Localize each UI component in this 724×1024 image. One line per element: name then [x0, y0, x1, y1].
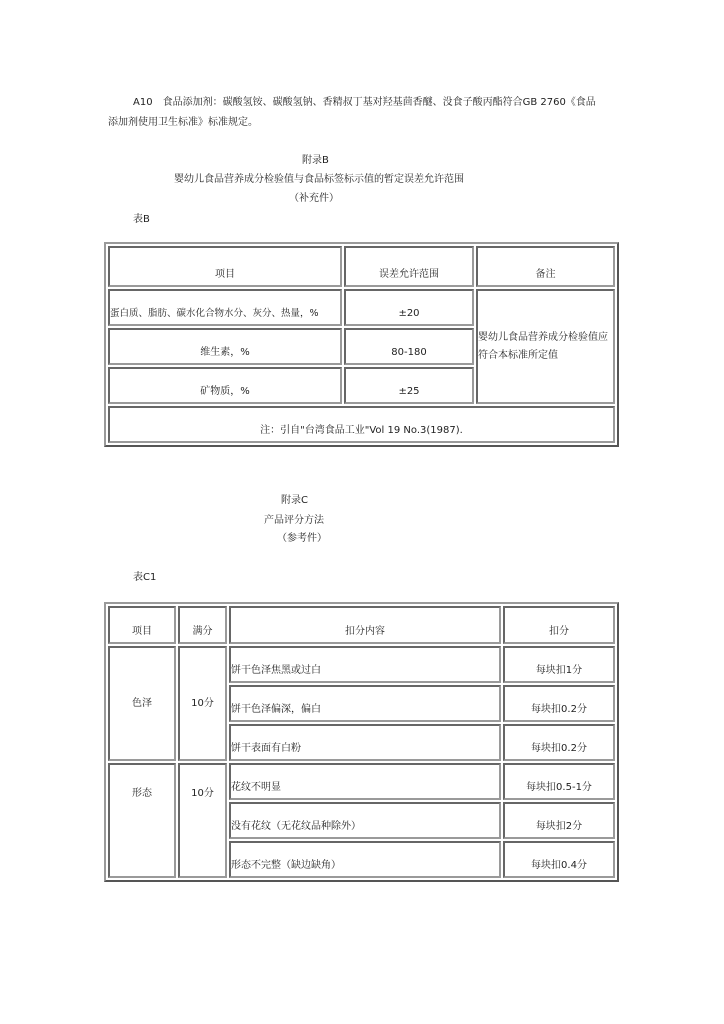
appendix-c-heading: 附录C: [281, 495, 308, 506]
table-c1-header-content: 扣分内容: [229, 606, 501, 644]
table-b-header-range: 误差允许范围: [344, 246, 474, 287]
table-c1-row-deduct: 每块扣0.4分: [503, 841, 615, 878]
table-c1-row-deduct: 每块扣0.2分: [503, 685, 615, 722]
table-b-label: 表B: [133, 214, 150, 225]
paragraph-a10-line1: A10 食品添加剂：碳酸氢铵、碳酸氢钠、香精叔丁基对羟基茴香醚、没食子酸丙酯符合GB 2760《食品: [133, 97, 596, 108]
table-b-remark-line1: 婴幼儿食品营养成分检验值应: [478, 331, 608, 343]
table-c1-group-item: 形态: [108, 763, 176, 878]
table-b-row-range: 80-180: [344, 328, 474, 365]
appendix-b-title: 婴幼儿食品营养成分检验值与食品标签标示值的暂定误差允许范围: [174, 174, 464, 185]
appendix-c-note: （参考件）: [277, 533, 327, 544]
table-c1-group-score: 10分: [178, 763, 227, 878]
table-c1-row-deduct: 每块扣1分: [503, 646, 615, 683]
table-c1-group-score: 10分: [178, 646, 227, 761]
table-c1-row-content: 饼干色泽焦黑或过白: [229, 646, 501, 683]
table-c1: [104, 602, 619, 882]
table-b-row-range: ±20: [344, 289, 474, 326]
table-c1-row-content: 饼干色泽偏深，偏白: [229, 685, 501, 722]
appendix-b-heading: 附录B: [302, 155, 329, 166]
table-b-remark-line2: 符合本标准所定值: [478, 349, 558, 361]
table-b-header-remark: 备注: [476, 246, 615, 287]
table-c1-row-content: 饼干表面有白粉: [229, 724, 501, 761]
table-c1-row-content: 没有花纹（无花纹品种除外）: [229, 802, 501, 839]
table-b-footnote: 注：引自"台湾食品工业"Vol 19 No.3(1987).: [108, 406, 615, 443]
table-b-row-range: ±25: [344, 367, 474, 404]
appendix-b-note: （补充件）: [289, 193, 339, 204]
paragraph-a10-line2: 添加剂使用卫生标准》标准规定。: [108, 117, 258, 128]
table-b-row-item: 维生素，%: [108, 328, 342, 365]
table-b-remark-cell: [476, 289, 615, 404]
table-c1-row-deduct: 每块扣0.2分: [503, 724, 615, 761]
table-c1-row-deduct: 每块扣2分: [503, 802, 615, 839]
appendix-c-title: 产品评分方法: [264, 515, 324, 526]
table-c1-group-item: 色泽: [108, 646, 176, 761]
table-b-row-item: 矿物质，%: [108, 367, 342, 404]
table-c1-header-score: 满分: [178, 606, 227, 644]
table-b-header-item: 项目: [108, 246, 342, 287]
table-c1-header-deduct: 扣分: [503, 606, 615, 644]
table-c1-row-content: 形态不完整（缺边缺角）: [229, 841, 501, 878]
table-c1-header-item: 项目: [108, 606, 176, 644]
table-c1-label: 表C1: [133, 572, 157, 583]
table-b-row-item: 蛋白质、脂肪、碳水化合物水分、灰分、热量，%: [108, 289, 342, 326]
table-c1-row-content: 花纹不明显: [229, 763, 501, 800]
table-b: [104, 242, 619, 447]
table-c1-row-deduct: 每块扣0.5-1分: [503, 763, 615, 800]
